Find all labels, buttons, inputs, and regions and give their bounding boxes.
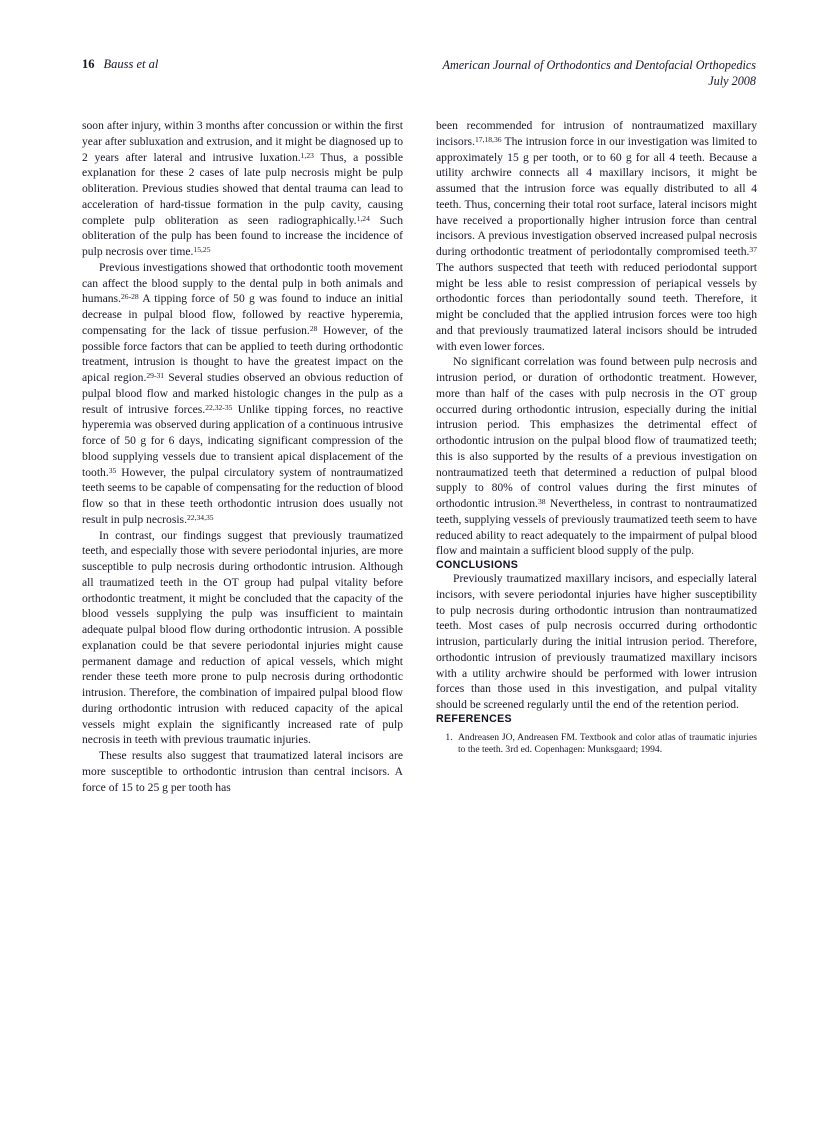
running-head bbox=[82, 57, 756, 89]
running-head-authors: Bauss et al bbox=[103, 57, 159, 71]
body-paragraph: Previous investigations showed that orthodontic tooth movement can affect the blood supply to the dental pulp in both animals and humans.$^{26-28}$ A tipping force of 50 g was found to induce an initial decrease in pulpal blood flow, followed by reactive hyperemia, compensating for the lack of tissue perfusion.$^{28}$ However, of the possible force factors that can be applied to teeth during orthodontic treatment, intrusion is thought to have the greatest impact on the apical region.$^{29-31}$ Several studies observed an obvious reduction of pulpal blood flow and marked histologic changes in the pulp as a result of intrusive forces.$^{22,32-35}$ Unlike tipping forces, no reactive hyperemia was observed during application of a continuous intrusive force of 50 g for 6 days, indicating significant compression of the blood supplying vessels due to transient apical displacement of the tooth.$^{35}$ However, the pulpal circulatory system of nontraumatized teeth seems to be capable of compensating for the reduction of blood flow so that in these teeth orthodontic intrusion does usually not result in pulp necrosis.$^{22,34,35}$ bbox=[82, 260, 404, 526]
citation-superscript: 17,18,36 bbox=[474, 134, 502, 144]
body-paragraph: Previously traumatized maxillary incisors, and especially lateral incisors, with severe periodontal injuries have higher susceptibility to pulp necrosis during orthodontic intrusion than nontraumatized teeth. Most cases of pulp necrosis occurred during orthodontic intrusion, particularly during the initial intrusion period. Therefore, orthodontic intrusion of previously traumatized maxillary incisors with a utility archwire should be performed with lower intrusion forces than those used in this investigation, and pulpal vitality should be screened regularly until the end of the retention period. bbox=[436, 572, 757, 711]
running-head-left bbox=[82, 57, 158, 72]
citation-superscript: 28 bbox=[309, 323, 318, 333]
citation-superscript: 26-28 bbox=[120, 292, 139, 302]
citation-superscript: 37 bbox=[749, 244, 757, 254]
right-column bbox=[436, 118, 757, 795]
citation-superscript: 1,23 bbox=[300, 150, 314, 160]
body-paragraph: These results also suggest that traumatized lateral incisors are more susceptible to orthodontic intrusion than central incisors. A force of 15 to 25 g per tooth has bbox=[82, 749, 403, 794]
body-paragraph: soon after injury, within 3 months after concussion or within the first year after subluxation and extrusion, and it might be diagnosed up to 2 years after lateral and intrusive luxation.$^{1,23}$ Thus, a possible explanation for these 2 cases of late pulp necrosis might be pulp obliteration. Previous studies showed that dental trauma can lead to acceleration of hard-tissue formation in the pulp cavity, causing complete pulp obliteration as seen radiographically.$^{1,24}$ Such obliteration of the pulp has been found to increase the incidence of pulp necrosis over time.$^{15,25}$ bbox=[82, 119, 403, 258]
journal-title: American Journal of Orthodontics and Dentofacial Orthopedics bbox=[442, 58, 756, 72]
citation-superscript: 29-31 bbox=[146, 370, 165, 380]
running-head-right bbox=[443, 57, 756, 89]
issue-date: July 2008 bbox=[708, 74, 756, 89]
citation-superscript: 15,25 bbox=[193, 244, 211, 254]
body-paragraph: been recommended for intrusion of nontraumatized maxillary incisors.$^{17,18,36}$ The intrusion force in our investigation was limited to approximately 15 g per tooth, or to 60 g for all 4 teeth. Because a utility archwire connects all 4 maxillary incisors, it might be assumed that the intrusion force was equally distributed to all 4 teeth. Thus, concerning their total root surface, lateral incisors might have received a proportionally higher intrusion force than central incisors. A previous investigation observed increased pulpal necrosis during orthodontic treatment of periodontally compromised teeth.$^{37}$ The authors suspected that teeth with reduced periodontal support might be less able to resist compression of periapical vessels by orthodontic forces than periodontally sound teeth. Therefore, it might be concluded that the applied intrusion forces were too high and that previously traumatized lateral incisors should be intruded with even lower forces. bbox=[436, 119, 757, 353]
citation-superscript: 22,32-35 bbox=[205, 402, 233, 412]
citation-superscript: 22,34,35 bbox=[186, 512, 214, 522]
body-paragraph: In contrast, our findings suggest that previously traumatized teeth, and especially those with severe periodontal injuries, are more susceptible to pulp necrosis during orthodontic intrusion. Although all traumatized teeth in the OT group had pulpal vitality before orthodontic treatment, it might be concluded that the capacity of the blood vessels supplying the pulp was insufficient to maintain adequate pulpal blood flow during orthodontic intrusion. A possible explanation could be that severe periodontal injuries might cause permanent damage and reduction of apical vessels, which might render these teeth more prone to pulp necrosis during orthodontic intrusion. Therefore, the combination of impaired pulpal blood flow during orthodontic intrusion with reduced capacity of the apical vessels might explain the significantly increased rate of pulp necrosis in teeth with previous traumatic injuries. bbox=[82, 528, 403, 747]
citation-superscript: 38 bbox=[537, 496, 546, 506]
reference-list bbox=[436, 732, 757, 757]
left-column bbox=[82, 118, 403, 795]
page-number: 16 bbox=[82, 57, 95, 71]
citation-superscript: 35 bbox=[108, 465, 117, 475]
two-column-body bbox=[82, 118, 758, 795]
body-paragraph: No significant correlation was found between pulp necrosis and intrusion period, or duration of orthodontic treatment. However, more than half of the cases with pulp necrosis in the OT group occurred during orthodontic intrusion, especially during the initial intrusion period. This emphasizes the detrimental effect of orthodontic intrusion on the pulpal blood flow of traumatized teeth; this is also supported by the results of a previous investigation on nontraumatized teeth that determined a reduction of pulpal blood supply to 80% of control values during the first minutes of orthodontic intrusion.$^{38}$ Nevertheless, in contrast to nontraumatized teeth, supplying vessels of previously traumatized teeth seem to have reduced ability to react adequately to the impairment of pulpal blood flow and maintain a sufficient blood supply of the pulp. bbox=[436, 355, 757, 558]
conclusions-heading: CONCLUSIONS bbox=[436, 559, 519, 571]
citation-superscript: 1,24 bbox=[356, 213, 370, 223]
reference-item: 1. Andreasen JO, Andreasen FM. Textbook and color atlas of traumatic injuries to the teeth. 3rd ed. Copenhagen: Munksgaard; 1994. bbox=[455, 732, 757, 757]
references-heading: REFERENCES bbox=[436, 712, 512, 725]
